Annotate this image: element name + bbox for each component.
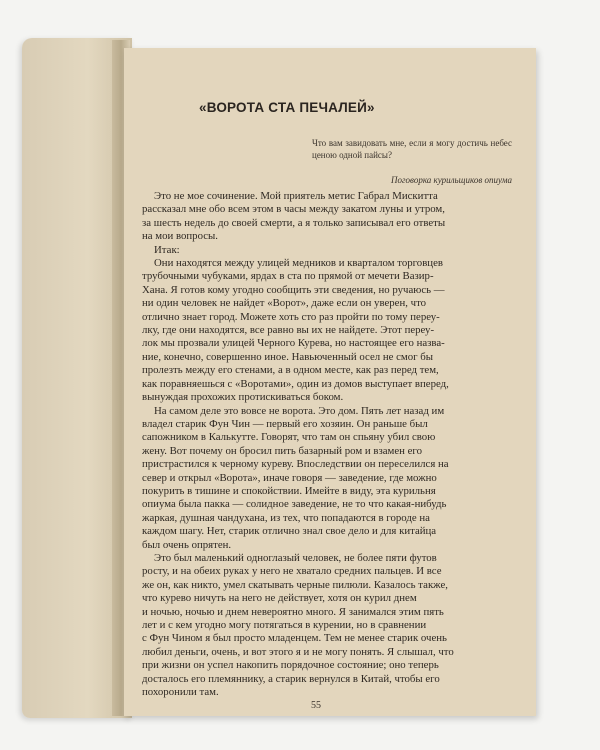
text-line: сапожником в Калькутте. Говорят, что там он спьяну убил свою xyxy=(142,431,436,444)
text-line: как поравняешься с «Воротами», один из домов выступает вперед, xyxy=(142,377,449,390)
chapter-title: «ВОРОТА СТА ПЕЧАЛЕЙ» xyxy=(199,100,375,115)
text-line: при жизни он успел накопить порядочное состояние; оно теперь xyxy=(142,659,439,672)
text-line: досталось его племяннику, а старик вернулся в Китай, чтобы его xyxy=(142,672,440,685)
text-line: опиума была пакка — солидное заведение, не то что какая-нибудь xyxy=(142,498,447,511)
text-line: похоронили там. xyxy=(142,686,219,699)
text-line: ни один человек не найдет «Ворот», даже если он уверен, что xyxy=(142,297,427,310)
text-line: На самом деле это вовсе не ворота. Это дом. Пять лет назад им xyxy=(154,404,445,417)
text-line: пролезть между его стенами, а в одном месте, как раз перед тем, xyxy=(142,364,439,377)
text-line: любил деньги, очень, и вот этого я и не могу понять. Я слышал, что xyxy=(142,645,454,658)
text-line: покурить в тишине и спокойствии. Имейте в виду, эта курильня xyxy=(142,484,436,497)
text-line: за шесть недель до своей смерти, а я только записывал его ответы xyxy=(142,216,446,229)
text-line: был очень опрятен. xyxy=(142,538,232,551)
text-line: отлично знает город. Можете хоть сто раз пройти по тому переу- xyxy=(142,310,440,323)
text-line: пристрастился к черному куреву. Впоследствии он переселился на xyxy=(142,458,449,471)
text-line: и ночью, ночью и днем невероятно много. Я занимался этим пять xyxy=(142,605,444,618)
text-line: жаркая, душная чандухана, из тех, что попадаются в городе на xyxy=(142,511,430,524)
text-line: лет и с кем угодно могу потягаться в курении, но в сравнении xyxy=(142,619,427,631)
body-text xyxy=(142,190,514,699)
text-line: жену. Вот почему он бросил пить базарный ром и взамен его xyxy=(142,444,422,457)
text-line: каждом шагу. Нет, старик отлично знал свое дело и для китайца xyxy=(142,525,437,538)
text-line: на мои вопросы. xyxy=(142,230,218,243)
page-number: 55 xyxy=(311,700,321,711)
book-page xyxy=(124,48,536,716)
text-line: рассказал мне обо всем этом в часы между закатом луны и утром, xyxy=(142,203,445,216)
epigraph-text: Что вам завидовать мне, если я могу достичь небес ценою одной пайсы? xyxy=(312,138,512,160)
text-line: Они находятся между улицей медников и кварталом торговцев xyxy=(154,257,443,270)
text-line: росту, и на обеих руках у него не хватало средних пальцев. И все xyxy=(142,565,442,578)
text-line: с Фун Чином я был просто младенцем. Тем не менее старик очень xyxy=(142,632,447,645)
text-line: же он, как никто, умел скатывать черные пилюли. Казалось также, xyxy=(142,578,448,591)
text-line: лок мы прозвали улицей Черного Курева, но настоящее его назва- xyxy=(142,337,445,350)
text-line: север и открыл «Ворота», иначе говоря — заведение, где можно xyxy=(142,471,437,484)
text-line: вынуждая прохожих протискиваться боком. xyxy=(142,391,344,404)
epigraph-source: Поговорка курильщиков опиума xyxy=(391,175,512,185)
text-line: Итак: xyxy=(154,243,180,256)
text-line: владел старик Фун Чин — первый его хозяин. Он раньше был xyxy=(142,417,428,430)
text-line: Это не мое сочинение. Мой приятель метис Габрал Мискитта xyxy=(154,190,438,202)
text-line: лку, где они находятся, все равно вы их не найдете. Этот переу- xyxy=(142,324,435,337)
text-line: ние, конечно, совершенно иное. Навьюченный осел не смог бы xyxy=(142,350,434,363)
text-line: Это был маленький одноглазый человек, не более пяти футов xyxy=(154,551,437,564)
text-line: что курево ничуть на него не действует, хотя он курил днем xyxy=(142,592,417,605)
text-line: трубочными чубуками, ярдах в ста по прямой от мечети Вазир- xyxy=(142,270,434,283)
text-line: Хана. Я готов кому угодно сообщить эти сведения, но ручаюсь — xyxy=(142,283,445,296)
